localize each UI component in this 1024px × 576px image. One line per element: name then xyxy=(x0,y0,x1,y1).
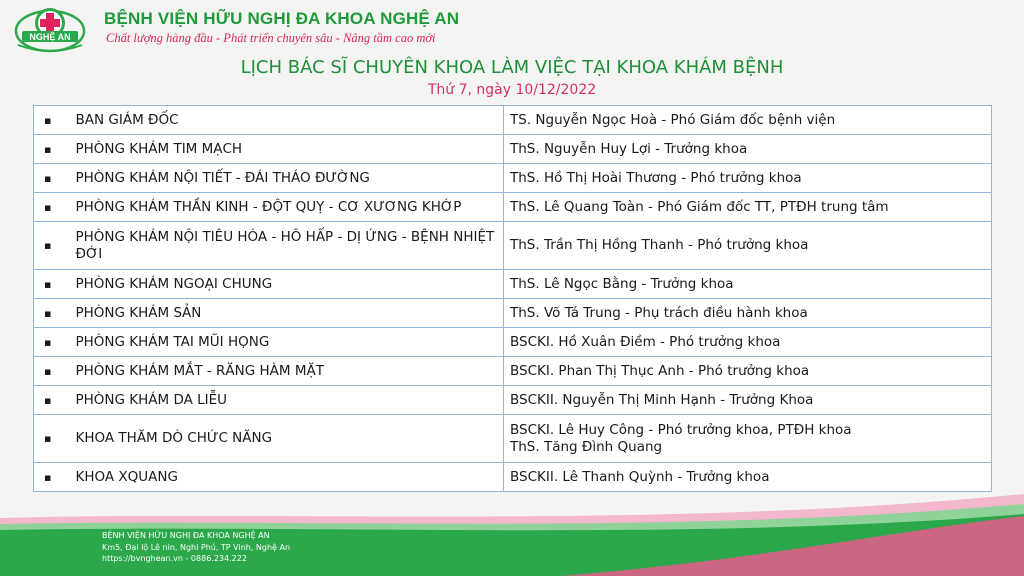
table-row xyxy=(34,415,992,463)
table-row xyxy=(34,135,992,164)
doctor-name: BSCKI. Lê Huy Công - Phó trưởng khoa, PTĐH khoa xyxy=(510,421,852,438)
table-row xyxy=(34,270,992,299)
doctor-name: BSCKI. Hồ Xuân Điềm - Phó trưởng khoa xyxy=(504,328,992,357)
table-row xyxy=(34,299,992,328)
doctor-name: TS. Nguyễn Ngọc Hoà - Phó Giám đốc bệnh viện xyxy=(504,106,992,135)
hospital-logo xyxy=(12,5,88,55)
table-row xyxy=(34,106,992,135)
bullet-icon: ▪ xyxy=(34,386,62,415)
doctor-name: ThS. Hồ Thị Hoài Thương - Phó trưởng khoa xyxy=(504,164,992,193)
table-row xyxy=(34,386,992,415)
department-name: PHÒNG KHÁM THẦN KINH - ĐỘT QUỴ - CƠ XƯƠNG KHỚP xyxy=(62,193,504,222)
doctor-name: BSCKI. Phan Thị Thục Anh - Phó trưởng khoa xyxy=(504,357,992,386)
department-name: PHÒNG KHÁM TIM MẠCH xyxy=(62,135,504,164)
logo-text: NGHỆ AN xyxy=(29,32,71,42)
department-name: PHÒNG KHÁM SẢN xyxy=(62,299,504,328)
department-name: KHOA THĂM DÒ CHỨC NĂNG xyxy=(62,415,504,463)
bullet-icon: ▪ xyxy=(34,164,62,193)
bullet-icon: ▪ xyxy=(34,415,62,463)
footer-info xyxy=(102,530,290,565)
bullet-icon: ▪ xyxy=(34,299,62,328)
doctor-name: ThS. Tăng Đình Quang xyxy=(510,438,663,455)
bullet-icon: ▪ xyxy=(34,135,62,164)
doctor-cell xyxy=(504,415,992,463)
table-row xyxy=(34,463,992,492)
bullet-icon: ▪ xyxy=(34,270,62,299)
department-name: KHOA XQUANG xyxy=(62,463,504,492)
department-name: PHÒNG KHÁM DA LIỄU xyxy=(62,386,504,415)
hospital-name: BỆNH VIỆN HỮU NGHỊ ĐA KHOA NGHỆ AN xyxy=(104,9,460,28)
doctor-name: ThS. Lê Quang Toàn - Phó Giám đốc TT, PTĐH trung tâm xyxy=(504,193,992,222)
footer-hospital-name: BỆNH VIỆN HỮU NGHỊ ĐA KHOA NGHỆ AN xyxy=(102,531,270,540)
footer-contact: https://bvnghean.vn - 0886.234.222 xyxy=(102,554,247,563)
department-name: PHÒNG KHÁM MẮT - RĂNG HÀM MẶT xyxy=(62,357,504,386)
table-row xyxy=(34,222,992,270)
bullet-icon: ▪ xyxy=(34,222,62,270)
department-name: BAN GIÁM ĐỐC xyxy=(62,106,504,135)
table-row xyxy=(34,357,992,386)
department-name: PHÒNG KHÁM TAI MŨI HỌNG xyxy=(62,328,504,357)
doctor-name: BSCKII. Nguyễn Thị Minh Hạnh - Trưởng Khoa xyxy=(504,386,992,415)
bullet-icon: ▪ xyxy=(34,357,62,386)
doctor-name: ThS. Võ Tá Trung - Phụ trách điều hành khoa xyxy=(504,299,992,328)
doctor-name: BSCKII. Lê Thanh Quỳnh - Trưởng khoa xyxy=(504,463,992,492)
footer-address: Km5, Đại lộ Lê nin, Nghi Phú, TP Vinh, Nghệ An xyxy=(102,542,291,552)
table-row xyxy=(34,193,992,222)
department-name: PHÒNG KHÁM NỘI TIÊU HÓA - HÔ HẤP - DỊ ỨNG - BỆNH NHIỆT ĐỚI xyxy=(62,222,504,270)
table-row xyxy=(34,328,992,357)
bullet-icon: ▪ xyxy=(34,193,62,222)
department-name: PHÒNG KHÁM NỘI TIẾT - ĐÁI THÁO ĐƯỜNG xyxy=(62,164,504,193)
page-date: Thứ 7, ngày 10/12/2022 xyxy=(427,82,597,98)
doctor-name: ThS. Nguyễn Huy Lợi - Trưởng khoa xyxy=(504,135,992,164)
bullet-icon: ▪ xyxy=(34,106,62,135)
doctor-name: ThS. Trần Thị Hồng Thanh - Phó trưởng khoa xyxy=(504,222,992,270)
hospital-slogan: Chất lượng hàng đầu - Phát triển chuyên sâu - Nâng tầm cao mới xyxy=(106,31,436,45)
schedule-table xyxy=(33,105,992,492)
table-row xyxy=(34,164,992,193)
page-title: LỊCH BÁC SĨ CHUYÊN KHOA LÀM VIỆC TẠI KHOA KHÁM BỆNH xyxy=(240,57,784,78)
doctor-name: ThS. Lê Ngọc Bằng - Trưởng khoa xyxy=(504,270,992,299)
bullet-icon: ▪ xyxy=(34,463,62,492)
department-name: PHÒNG KHÁM NGOẠI CHUNG xyxy=(62,270,504,299)
bullet-icon: ▪ xyxy=(34,328,62,357)
